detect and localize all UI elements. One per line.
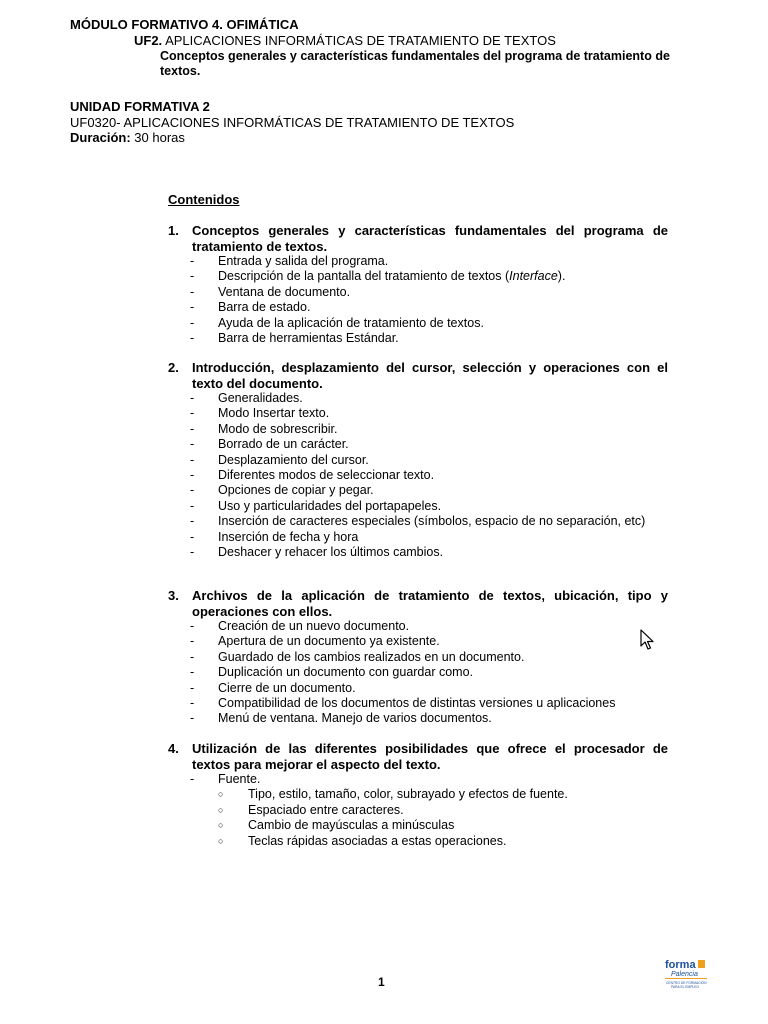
bullet-icon: ○ (218, 789, 224, 800)
section-heading (168, 360, 668, 391)
section-title: Archivos de la aplicación de tratamiento de textos, ubicación, tipo y operaciones con ellos. (192, 588, 668, 619)
section-items (168, 772, 668, 787)
sub-list-item: ○ Teclas rápidas asociadas a estas operaciones. (168, 834, 668, 849)
interface-item: Descripción de la pantalla del tratamiento de textos (Interface). (218, 269, 566, 284)
sub-list-item: ○ Tipo, estilo, tamaño, color, subrayado y efectos de fuente. (168, 787, 668, 802)
unit-code: UF0320- APLICACIONES INFORMÁTICAS DE TRATAMIENTO DE TEXTOS (70, 115, 515, 130)
list-item: - Barra de herramientas Estándar. (190, 331, 399, 346)
list-item: - Uso y particularidades del portapapeles. (190, 498, 442, 513)
bullet-icon: ○ (218, 820, 224, 831)
list-item: - Diferentes modos de seleccionar texto. (190, 468, 435, 483)
section-items (168, 254, 668, 346)
svg-text:PARA EL EMPLEO: PARA EL EMPLEO (671, 985, 700, 989)
list-item: - Duplicación un documento con guardar como. (190, 665, 474, 680)
uf-prefix: UF2. (134, 33, 163, 48)
uf-heading (134, 33, 556, 48)
list-item: - Entrada y salida del programa. (190, 254, 389, 268)
duration-value: 30 horas (134, 130, 185, 145)
list-item: - Compatibilidad de los documentos de distintas versiones u aplicaciones (190, 696, 616, 711)
section-items (168, 391, 668, 560)
unit-duration (70, 130, 185, 145)
section-1 (168, 223, 668, 346)
mouse-cursor-icon (640, 629, 656, 656)
list-item: - Opciones de copiar y pegar. (190, 483, 374, 498)
list-item: - Modo Insertar texto. (190, 406, 330, 421)
section-heading (168, 741, 668, 772)
list-item: - Menú de ventana. Manejo de varios documentos. (190, 711, 492, 726)
section-2 (168, 360, 668, 560)
section-heading (168, 588, 668, 619)
svg-text:forma: forma (665, 959, 696, 971)
contents-title: Contenidos (168, 192, 240, 207)
sub-list-item: ○ Cambio de mayúsculas a minúsculas (168, 818, 668, 833)
list-item: - Borrado de un carácter. (190, 437, 349, 452)
list-item: - Inserción de fecha y hora (190, 529, 359, 544)
forma-palencia-logo (664, 957, 708, 993)
uf-title: APLICACIONES INFORMÁTICAS DE TRATAMIENTO DE TEXTOS (165, 33, 556, 48)
section-number: 2. (168, 360, 179, 375)
section-4 (168, 741, 668, 849)
section-subitems (168, 787, 668, 849)
bullet-icon: ○ (218, 835, 224, 846)
unit-title: UNIDAD FORMATIVA 2 (70, 99, 210, 114)
page-number: 1 (378, 975, 385, 989)
list-item: - Fuente. (190, 772, 261, 786)
section-heading (168, 223, 668, 254)
list-item: - Cierre de un documento. (190, 680, 356, 695)
list-item: - Generalidades. (190, 391, 303, 405)
list-item: - Creación de un nuevo documento. (190, 619, 410, 633)
section-title: Conceptos generales y características fundamentales del programa de tratamiento de textos. (192, 223, 668, 254)
duration-label: Duración: (70, 130, 131, 145)
list-item: - Guardado de los cambios realizados en un documento. (190, 649, 525, 664)
list-item: - Inserción de caracteres especiales (símbolos, espacio de no separación, etc) (190, 514, 646, 529)
section-number: 3. (168, 588, 179, 603)
list-item: - Deshacer y rehacer los últimos cambios. (190, 545, 444, 560)
list-item: - Barra de estado. (190, 300, 311, 315)
section-number: 1. (168, 223, 179, 238)
bullet-icon: ○ (218, 804, 224, 815)
svg-text:Palencia: Palencia (671, 971, 698, 978)
section-number: 4. (168, 741, 179, 756)
section-title: Utilización de las diferentes posibilidades que ofrece el procesador de textos para mejorar el aspecto del texto. (192, 741, 668, 772)
list-item: - Ayuda de la aplicación de tratamiento de textos. (190, 315, 484, 330)
module-title: MÓDULO FORMATIVO 4. OFIMÁTICA (70, 17, 299, 32)
concepts-heading: Conceptos generales y características fundamentales del programa de tratamiento de textos. (160, 49, 670, 78)
list-item: - Apertura de un documento ya existente. (190, 634, 440, 649)
section-3 (168, 588, 668, 727)
section-title: Introducción, desplazamiento del cursor, selección y operaciones con el texto del documento. (192, 360, 668, 391)
sub-list-item: ○ Espaciado entre caracteres. (168, 803, 668, 818)
list-item: - Modo de sobrescribir. (190, 421, 338, 436)
section-items (168, 619, 668, 727)
list-item: - Desplazamiento del cursor. (190, 452, 369, 467)
list-item: - Descripción de la pantalla del tratamiento de textos (Interface). (168, 269, 668, 284)
svg-text:CENTRO DE FORMACIÓN: CENTRO DE FORMACIÓN (666, 981, 707, 985)
list-item: - Ventana de documento. (190, 284, 351, 299)
